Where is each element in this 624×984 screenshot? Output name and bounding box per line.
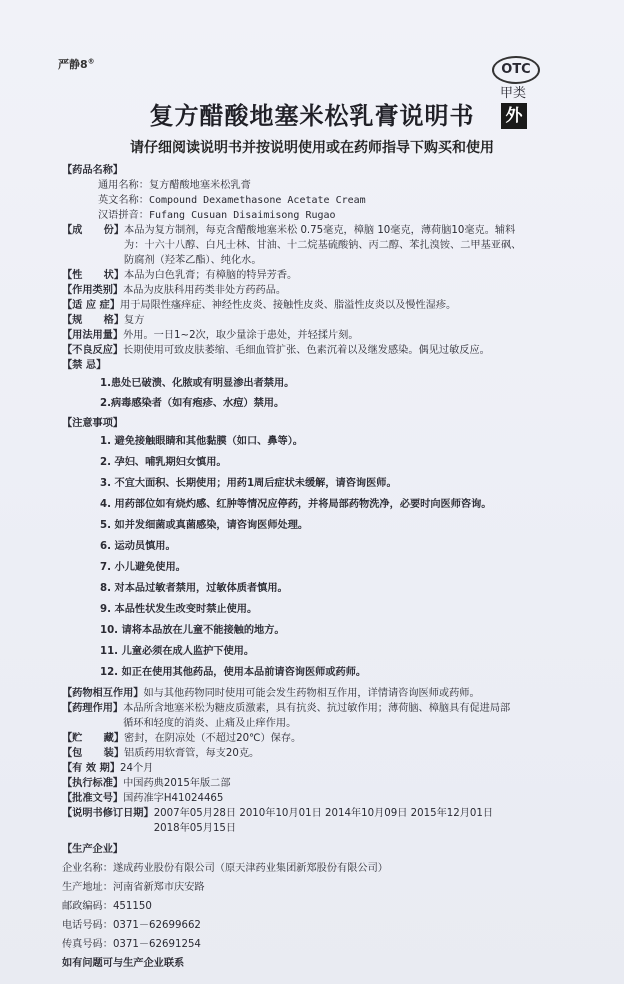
indications-label: 【适 应 症】 xyxy=(62,300,121,311)
fax-value: 0371－62691254 xyxy=(112,939,201,950)
spec-row xyxy=(62,313,572,328)
list-item: 5. 如并发细菌或真菌感染，请咨询医师处理。 xyxy=(100,520,309,531)
list-item: 6. 运动员慎用。 xyxy=(100,541,176,552)
category-label: 【作用类别】 xyxy=(62,285,124,296)
pharmacology-label: 【药理作用】 xyxy=(62,703,124,714)
composition-value xyxy=(124,223,572,268)
properties-row xyxy=(62,268,572,283)
external-use-badge: 外 xyxy=(501,103,527,129)
list-item: 10. 请将本品放在儿童不能接触的地方。 xyxy=(100,625,285,636)
approval-label: 【批准文号】 xyxy=(62,793,124,804)
contact-note: 如有问题可与生产企业联系 xyxy=(62,958,185,969)
properties-label: 【性 状】 xyxy=(62,270,125,281)
postcode-row xyxy=(62,899,572,914)
list-item: 2. 孕妇、哺乳期妇女慎用。 xyxy=(100,457,227,468)
approval-value: 国药准字H41024465 xyxy=(123,793,224,804)
interactions-label: 【药物相互作用】 xyxy=(62,688,144,699)
usage-row xyxy=(62,328,572,343)
composition-line: 防腐剂（羟苯乙酯）、纯化水。 xyxy=(124,255,262,266)
manufacturer-section-title: 【生产企业】 xyxy=(62,844,124,855)
composition-line: 为：十六十八醇、白凡士林、甘油、十二烷基硫酸钠、丙二醇、苯扎溴铵、二甲基亚砜、 xyxy=(124,240,522,251)
leaflet-body xyxy=(62,163,572,971)
page-subtitle: 请仔细阅读说明书并按说明使用或在药师指导下购买和使用 xyxy=(130,140,494,156)
company-name-label: 企业名称： xyxy=(62,863,113,874)
english-name-value: Compound Dexamethasone Acetate Cream xyxy=(148,195,366,206)
pharmacology-row xyxy=(62,701,572,731)
generic-name-value: 复方醋酸地塞米松乳膏 xyxy=(148,180,251,191)
validity-row xyxy=(62,761,572,776)
adverse-row xyxy=(62,343,572,358)
postcode-value: 451150 xyxy=(112,901,152,912)
pinyin-row xyxy=(62,208,572,223)
company-name-row xyxy=(62,861,572,876)
phone-label: 电话号码： xyxy=(62,920,113,931)
standard-label: 【执行标准】 xyxy=(62,778,124,789)
revision-dates-line: 2007年05月28日 2010年10月01日 2014年10月09日 2015年12月01日 xyxy=(153,808,494,819)
spec-value: 复方 xyxy=(124,315,145,326)
list-item: 1.患处已破溃、化脓或有明显渗出者禁用。 xyxy=(100,378,295,389)
storage-row xyxy=(62,731,572,746)
generic-name-row xyxy=(62,178,572,193)
contraindications-list xyxy=(62,376,572,411)
list-item: 4. 用药部位如有烧灼感、红肿等情况应停药，并将局部药物洗净，必要时向医师咨询。 xyxy=(100,499,492,510)
company-name-value: 遂成药业股份有限公司（原天津药业集团新郑股份有限公司） xyxy=(112,863,388,874)
fax-label: 传真号码： xyxy=(62,939,113,950)
standard-row xyxy=(62,776,572,791)
validity-label: 【有 效 期】 xyxy=(62,763,121,774)
interactions-value: 如与其他药物同时使用可能会发生药物相互作用，详情请咨询医师或药师。 xyxy=(143,688,480,699)
list-item: 3. 不宜大面积、长期使用；用药1周后症状未缓解，请咨询医师。 xyxy=(100,478,397,489)
brand-name: 严静8 xyxy=(58,58,88,71)
revision-value xyxy=(154,806,572,836)
adverse-value: 长期使用可致皮肤萎缩、毛细血管扩张、色素沉着以及继发感染。偶见过敏反应。 xyxy=(123,345,490,356)
address-row xyxy=(62,880,572,895)
approval-row xyxy=(62,791,572,806)
otc-class-label: 甲类 xyxy=(500,86,527,101)
pinyin-value: Fufang Cusuan Disaimisong Rugao xyxy=(148,210,336,221)
page-title: 复方醋酸地塞米松乳膏说明书 xyxy=(149,102,475,130)
generic-name-label: 通用名称： xyxy=(98,180,149,191)
pinyin-label: 汉语拼音： xyxy=(98,210,149,221)
revision-dates-line: 2018年05月15日 xyxy=(153,823,237,834)
storage-label: 【贮 藏】 xyxy=(62,733,125,744)
category-row xyxy=(62,283,572,298)
package-row xyxy=(62,746,572,761)
interactions-row xyxy=(62,686,572,701)
english-name-row xyxy=(62,193,572,208)
indications-row xyxy=(62,298,572,313)
brand-logo xyxy=(58,56,95,72)
registered-mark: ® xyxy=(87,57,95,66)
phone-value: 0371－62699662 xyxy=(112,920,201,931)
adverse-label: 【不良反应】 xyxy=(62,345,124,356)
composition-row xyxy=(62,223,572,268)
indications-value: 用于局限性瘙痒症、神经性皮炎、接触性皮炎、脂溢性皮炎以及慢性湿疹。 xyxy=(120,300,457,311)
list-item: 12. 如正在使用其他药品，使用本品前请咨询医师或药师。 xyxy=(100,667,367,678)
list-item: 11. 儿童必须在成人监护下使用。 xyxy=(100,646,255,657)
otc-badge: OTC xyxy=(492,56,540,84)
phone-row xyxy=(62,918,572,933)
composition-label: 【成 份】 xyxy=(62,225,125,236)
list-item: 9. 本品性状发生改变时禁止使用。 xyxy=(100,604,258,615)
postcode-label: 邮政编码： xyxy=(62,901,113,912)
pharmacology-value xyxy=(123,701,572,731)
list-item: 1. 避免接触眼睛和其他黏膜（如口、鼻等）。 xyxy=(100,436,303,447)
spec-label: 【规 格】 xyxy=(62,315,125,326)
composition-line: 本品为复方制剂，每克含醋酸地塞米松 0.75毫克，樟脑 10毫克，薄荷脑10毫克。辅料 xyxy=(124,225,516,236)
revision-label: 【说明书修订日期】 xyxy=(62,808,154,819)
list-item: 7. 小儿避免使用。 xyxy=(100,562,186,573)
standard-value: 中国药典2015年版二部 xyxy=(123,778,231,789)
address-label: 生产地址： xyxy=(62,882,113,893)
precautions-label: 【注意事项】 xyxy=(62,418,124,429)
manufacturer-info xyxy=(62,861,572,952)
list-item: 2.病毒感染者（如有疱疹、水痘）禁用。 xyxy=(100,398,285,409)
package-label: 【包 装】 xyxy=(62,748,125,759)
category-value: 本品为皮肤科用药类非处方药药品。 xyxy=(123,285,287,296)
properties-value: 本品为白色乳膏；有樟脑的特异芳香。 xyxy=(124,270,298,281)
drug-name-section-title: 【药品名称】 xyxy=(62,165,124,176)
usage-label: 【用法用量】 xyxy=(62,330,124,341)
precautions-list xyxy=(62,434,572,680)
usage-value: 外用。一日1~2次，取少量涂于患处，并轻揉片刻。 xyxy=(123,330,359,341)
package-value: 铝质药用软膏管，每支20克。 xyxy=(124,748,260,759)
validity-value: 24个月 xyxy=(120,763,154,774)
english-name-label: 英文名称： xyxy=(98,195,149,206)
revision-row xyxy=(62,806,572,836)
address-value: 河南省新郑市庆安路 xyxy=(112,882,205,893)
pharmacology-line: 本品所含地塞米松为糖皮质激素，具有抗炎、抗过敏作用；薄荷脑、樟脑具有促进局部 xyxy=(123,703,511,714)
contraindications-label: 【禁 忌】 xyxy=(62,360,107,371)
storage-value: 密封，在阴凉处（不超过20℃）保存。 xyxy=(124,733,302,744)
fax-row xyxy=(62,937,572,952)
pharmacology-line: 循环和轻度的消炎、止痛及止痒作用。 xyxy=(123,718,297,729)
list-item: 8. 对本品过敏者禁用，过敏体质者慎用。 xyxy=(100,583,288,594)
